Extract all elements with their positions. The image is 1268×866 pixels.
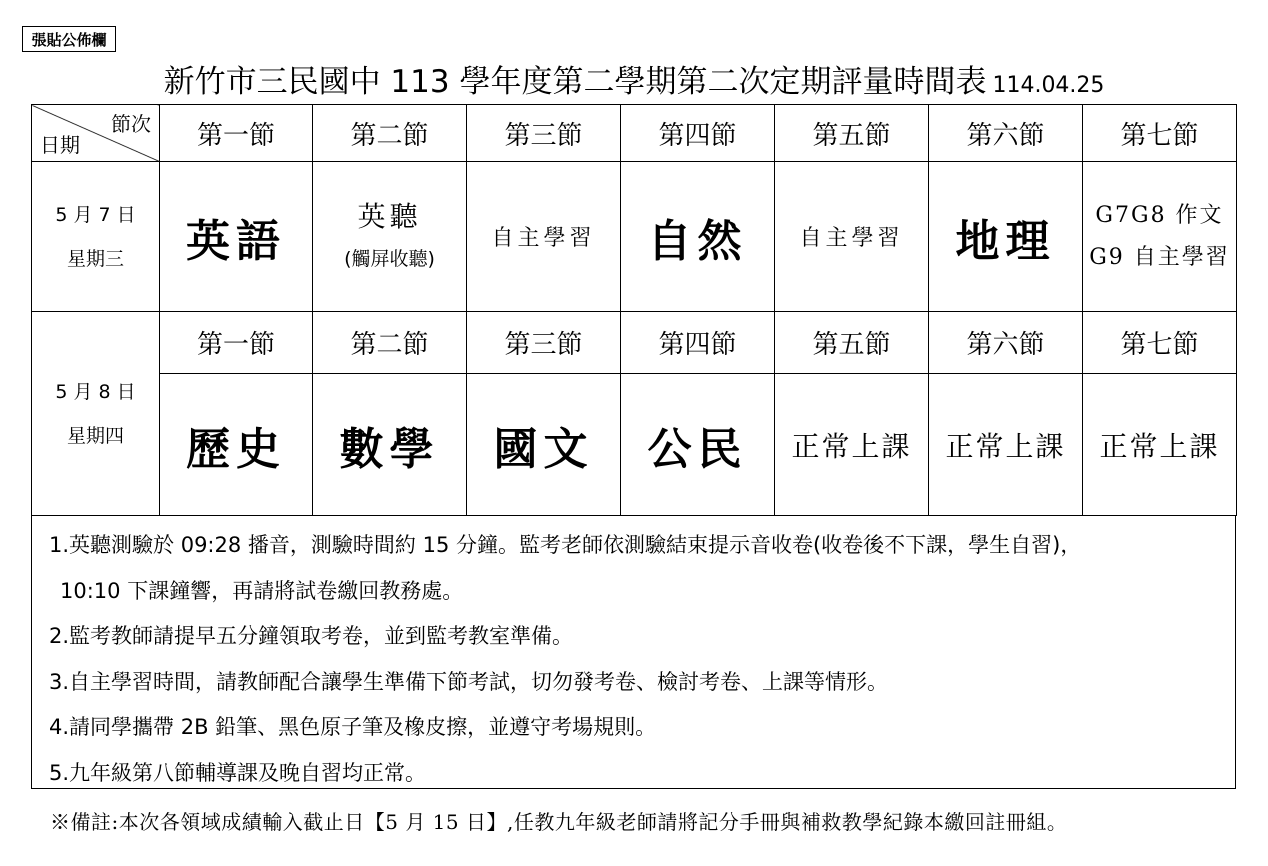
notes-box [31, 515, 1236, 789]
day1-subject-4: 自然 [621, 162, 775, 312]
day2-subject-row [32, 374, 1237, 516]
day1-subject-7-cell [1083, 162, 1237, 312]
corner-date-label: 日期 [40, 133, 80, 157]
day1-subject-7: G7G8 作文 [1095, 202, 1224, 228]
footer-remark: ※備註:本次各領域成績輸入截止日【5 月 15 日】,任教九年級老師請將記分手冊與補救教學紀錄本繳回註冊組。 [50, 810, 1068, 834]
day1-subject-7-g9: G9 自主學習 [1089, 244, 1230, 270]
header-period-4: 第四節 [621, 105, 775, 162]
note-1: 1.英聽測驗於 09:28 播音，測驗時間約 15 分鐘。監考老師依測驗結束提示音收卷(收卷後不下課，學生自習)， [49, 533, 1082, 557]
header-period-5: 第五節 [775, 105, 929, 162]
title-main: 新竹市三民國中 113 學年度第二學期第二次定期評量時間表 [163, 64, 987, 100]
note-5: 5.九年級第八節輔導課及晚自習均正常。 [49, 760, 427, 785]
day2-date: 5 月 8 日 [55, 380, 136, 403]
header-corner-cell [32, 105, 160, 162]
day2-subject-7: 正常上課 [1083, 374, 1237, 516]
day1-subject-1: 英語 [160, 162, 313, 312]
day2-subject-2: 數學 [313, 374, 467, 516]
page-title [0, 56, 1268, 101]
day2-period-3: 第三節 [467, 312, 621, 374]
day1-row [32, 162, 1237, 312]
day2-period-7: 第七節 [1083, 312, 1237, 374]
day2-period-1: 第一節 [160, 312, 313, 374]
day1-date-cell [32, 162, 160, 312]
header-period-6: 第六節 [929, 105, 1083, 162]
note-1-continued: 10:10 下課鐘響，再請將試卷繳回教務處。 [60, 578, 464, 603]
title-date: 114.04.25 [992, 73, 1105, 98]
day2-period-2: 第二節 [313, 312, 467, 374]
day1-subject-2: 英聽 [357, 199, 422, 233]
bulletin-tag: 張貼公佈欄 [22, 26, 116, 52]
day1-date: 5 月 7 日 [55, 203, 136, 226]
day2-period-4: 第四節 [621, 312, 775, 374]
day2-subject-6: 正常上課 [929, 374, 1083, 516]
day2-subject-4: 公民 [621, 374, 775, 516]
day2-date-cell [32, 312, 160, 516]
day2-subject-1: 歷史 [160, 374, 313, 516]
header-row [32, 105, 1237, 162]
day2-subject-5: 正常上課 [775, 374, 929, 516]
day2-period-6: 第六節 [929, 312, 1083, 374]
day1-subject-2-cell [313, 162, 467, 312]
day1-weekday: 星期三 [66, 247, 124, 270]
header-period-7: 第七節 [1083, 105, 1237, 162]
day1-subject-6: 地理 [929, 162, 1083, 312]
day2-period-5: 第五節 [775, 312, 929, 374]
corner-period-label: 節次 [111, 112, 151, 136]
day1-subject-3: 自主學習 [467, 162, 621, 312]
day2-weekday: 星期四 [66, 424, 124, 447]
note-3: 3.自主學習時間，請教師配合讓學生準備下節考試，切勿發考卷、檢討考卷、上課等情形。 [49, 669, 889, 694]
day2-subject-3: 國文 [467, 374, 621, 516]
header-period-3: 第三節 [467, 105, 621, 162]
note-2: 2.監考教師請提早五分鐘領取考卷，並到監考教室準備。 [49, 624, 574, 648]
schedule-table [31, 104, 1237, 516]
day1-subject-5: 自主學習 [775, 162, 929, 312]
day1-subject-2-note: (觸屏收聽) [344, 247, 435, 270]
header-period-1: 第一節 [160, 105, 313, 162]
note-4: 4.請同學攜帶 2B 鉛筆、黑色原子筆及橡皮擦，並遵守考場規則。 [49, 715, 657, 739]
day2-period-row [32, 312, 1237, 374]
header-period-2: 第二節 [313, 105, 467, 162]
